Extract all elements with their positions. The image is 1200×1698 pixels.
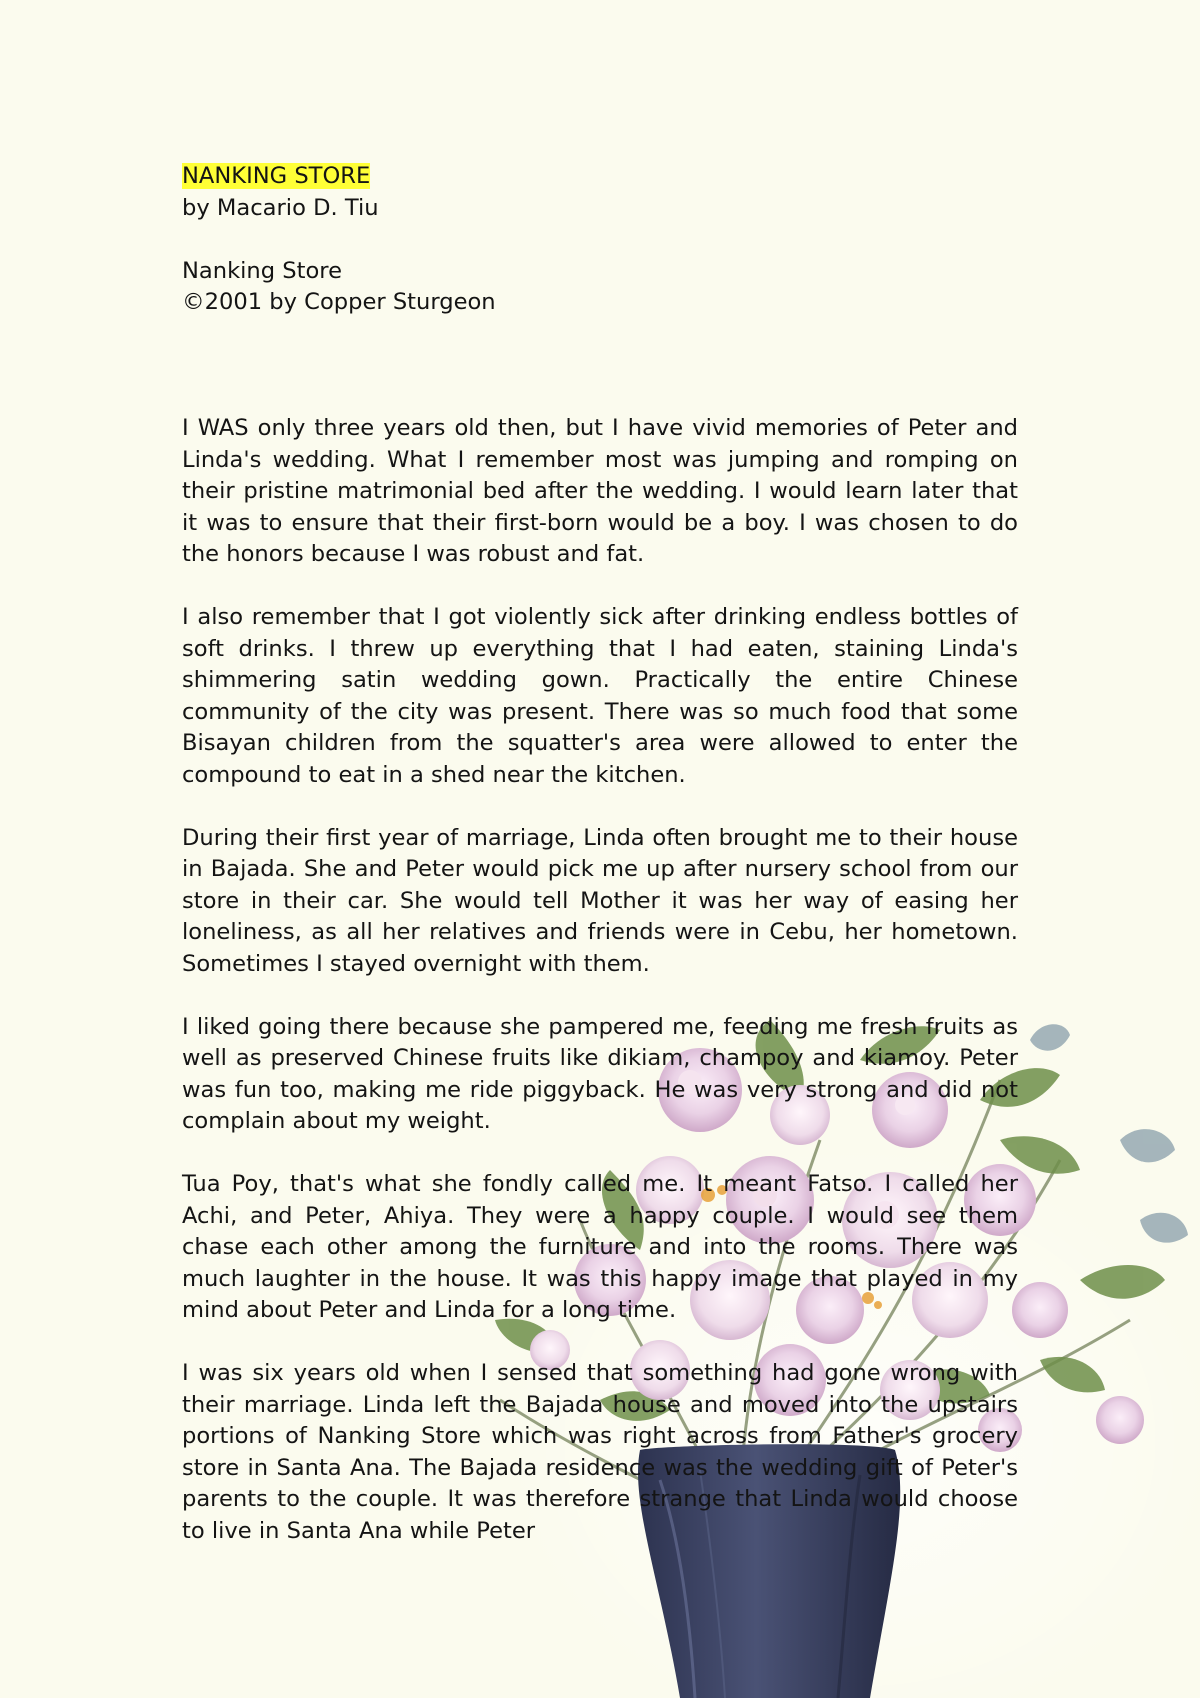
paragraph-6: I was six years old when I sensed that something had gone wrong with their marriage. Linda left the Bajada house and moved into the upstairs portions of Nanking Store which was right across from Father's grocery store in Santa Ana. The Bajada residence was the wedding gift of Peter's parents to the couple. It was therefore strange that Linda would choose to live in Santa Ana while Peter <box>182 1360 1018 1544</box>
paragraph-3: During their first year of marriage, Linda often brought me to their house in Bajada. She and Peter would pick me up after nursery school from our store in their car. She would tell Mother it was her way of easing her loneliness, as all her relatives and friends were in Cebu, her hometown. Sometimes I stayed overnight with them. <box>182 824 1018 977</box>
document-subtitle: Nanking Store <box>182 257 342 284</box>
paragraph-2: I also remember that I got violently sick after drinking endless bottles of soft drinks. I threw up everything that I had eaten, staining Linda's shimmering satin wedding gown. Practically the entire Chinese community of the city was present. There was so much food that some Bisayan children from the squatter's area were allowed to enter the compound to eat in a shed near the kitchen. <box>182 604 1018 788</box>
document-copyright: ©2001 by Copper Sturgeon <box>182 289 496 315</box>
document-byline: by Macario D. Tiu <box>182 194 379 221</box>
paragraph-1: I WAS only three years old then, but I have vivid memories of Peter and Linda's wedding. What I remember most was jumping and romping on their pristine matrimonial bed after the wedding. I would learn later that it was to ensure that their first-born would be a boy. I was chosen to do the honors because I was robust and fat. <box>182 415 1018 567</box>
paragraph-4: I liked going there because she pampered me, feeding me fresh fruits as well as preserved Chinese fruits like dikiam, champoy and kiamoy. Peter was fun too, making me ride piggyback. He was very strong and did not complain about my weight. <box>182 1013 1018 1134</box>
document-body <box>182 161 1018 1547</box>
paragraph-5: Tua Poy, that's what she fondly called me. It meant Fatso. I called her Achi, and Peter, Ahiya. They were a happy couple. I would see them chase each other among the furniture and into the rooms. There was much laughter in the house. It was this happy image that played in my mind about Peter and Linda for a long time. <box>182 1171 1018 1323</box>
document-title: NANKING STORE <box>182 163 371 189</box>
